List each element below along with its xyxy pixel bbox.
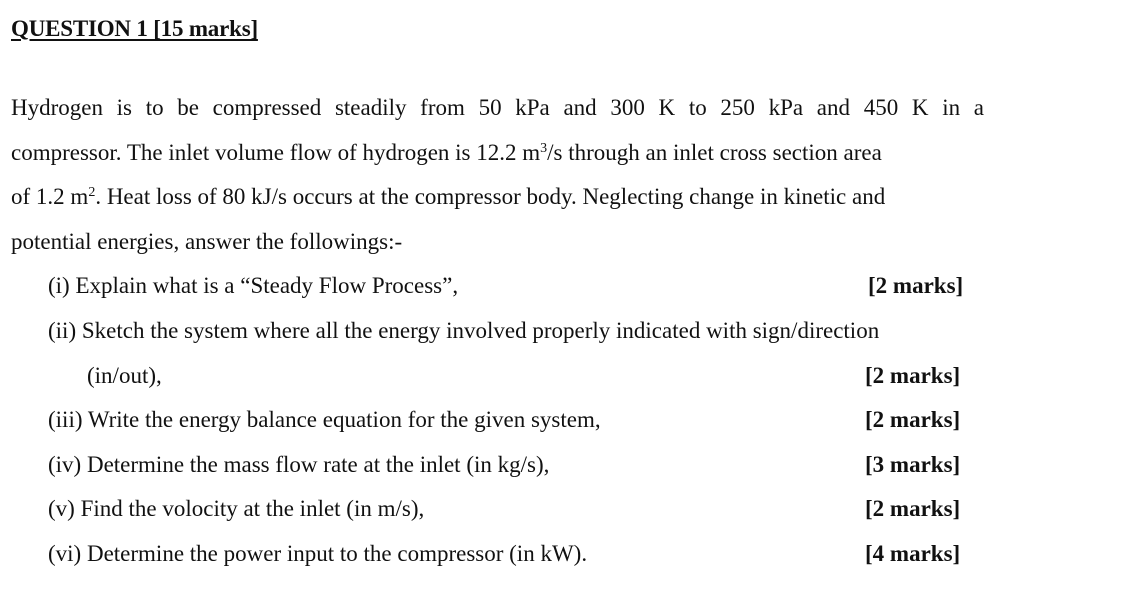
intro-line-3 xyxy=(11,182,885,212)
superscript-2: 2 xyxy=(88,185,96,200)
part-ii-continuation: (in/out), xyxy=(87,363,162,388)
superscript-3: 3 xyxy=(540,141,548,156)
part-vi-marks: [4 marks] xyxy=(865,541,961,566)
part-ii-marks: [2 marks] xyxy=(865,363,961,388)
intro-line-3-text: of 1.2 m xyxy=(11,184,89,209)
part-v-marks: [2 marks] xyxy=(865,496,961,521)
part-ii-text: (ii) Sketch the system where all the energy involved properly indicated with sign/direction xyxy=(48,318,880,343)
intro-line-4: potential energies, answer the followings:- xyxy=(11,229,403,254)
part-iv-marks: [3 marks] xyxy=(865,452,961,477)
part-iv-text: (iv) Determine the mass flow rate at the inlet (in kg/s), xyxy=(48,452,550,477)
part-iii-text: (iii) Write the energy balance equation for the given system, xyxy=(48,407,601,432)
part-i-marks: [2 marks] xyxy=(868,273,964,298)
intro-line-2-text: compressor. The inlet volume flow of hydrogen is 12.2 m xyxy=(11,140,541,165)
part-i-text: (i) Explain what is a “Steady Flow Process”, xyxy=(48,273,459,298)
intro-line-1: Hydrogen is to be compressed steadily from 50 kPa and 300 K to 250 kPa and 450 K in a xyxy=(11,95,984,120)
intro-line-2-rest: /s through an inlet cross section area xyxy=(547,140,882,165)
part-v-text: (v) Find the volocity at the inlet (in m/s), xyxy=(48,496,425,521)
part-iii-marks: [2 marks] xyxy=(865,407,961,432)
question-heading: QUESTION 1 [15 marks] xyxy=(11,16,258,41)
intro-line-2 xyxy=(11,138,882,168)
intro-line-3-rest: . Heat loss of 80 kJ/s occurs at the compressor body. Neglecting change in kinetic and xyxy=(95,184,886,209)
part-vi-text: (vi) Determine the power input to the compressor (in kW). xyxy=(48,541,588,566)
